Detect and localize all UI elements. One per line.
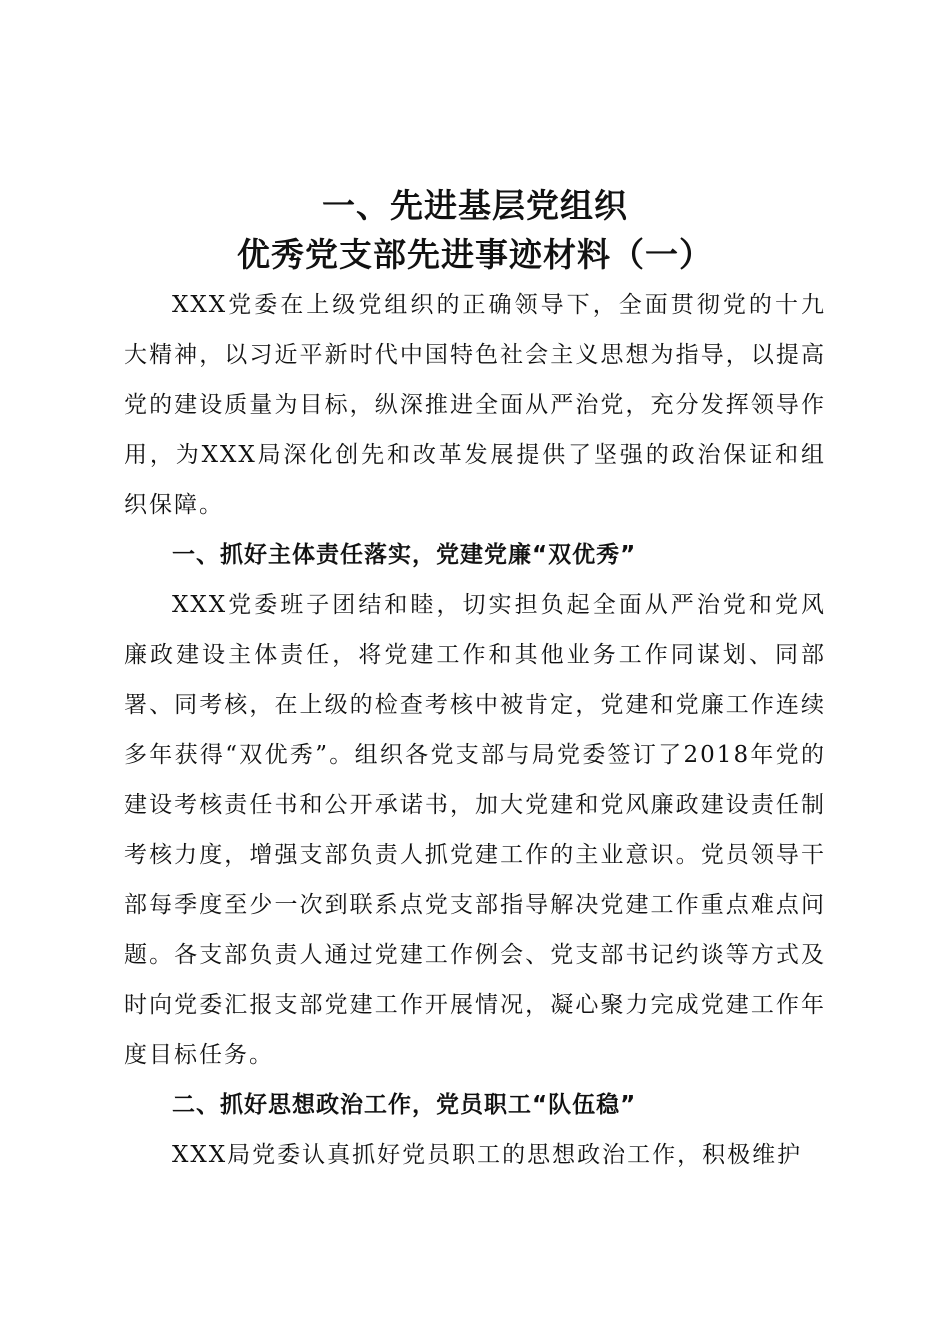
section-heading-1: 一、抓好主体责任落实，党建党廉“双优秀” — [172, 542, 637, 568]
paragraph-section-2: XXX局党委认真抓好党员职工的思想政治工作，积极维护 — [172, 1142, 803, 1168]
document-body — [124, 280, 826, 1180]
paragraph-section-1: XXX党委班子团结和睦，切实担负起全面从严治党和党风廉政建设主体责任，将党建工作和其他业务工作同谋划、同部署、同考核，在上级的检查考核中被肯定，党建和党廉工作连续多年获得“双优秀”。组织各党支部与局党委签订了2018年党的建设考核责任书和公开承诺书，加大党建和党风廉政建设责任制考核力度，增强支部负责人抓党建工作的主业意识。党员领导干部每季度至少一次到联系点党支部指导解决党建工作重点难点问题。各支部负责人通过党建工作例会、党支部书记约谈等方式及时向党委汇报支部党建工作开展情况，凝心聚力完成党建工作年度目标任务。 — [124, 592, 826, 1068]
document-title-line-1: 一、先进基层党组织 — [322, 186, 628, 225]
document-title-line-2: 优秀党支部先进事迹材料（一） — [237, 235, 713, 274]
paragraph-intro: XXX党委在上级党组织的正确领导下，全面贯彻党的十九大精神，以习近平新时代中国特色社会主义思想为指导，以提高党的建设质量为目标，纵深推进全面从严治党，充分发挥领导作用，为XXX局深化创先和改革发展提供了坚强的政治保证和组织保障。 — [124, 292, 826, 518]
section-heading-2: 二、抓好思想政治工作，党员职工“队伍稳” — [172, 1092, 637, 1118]
